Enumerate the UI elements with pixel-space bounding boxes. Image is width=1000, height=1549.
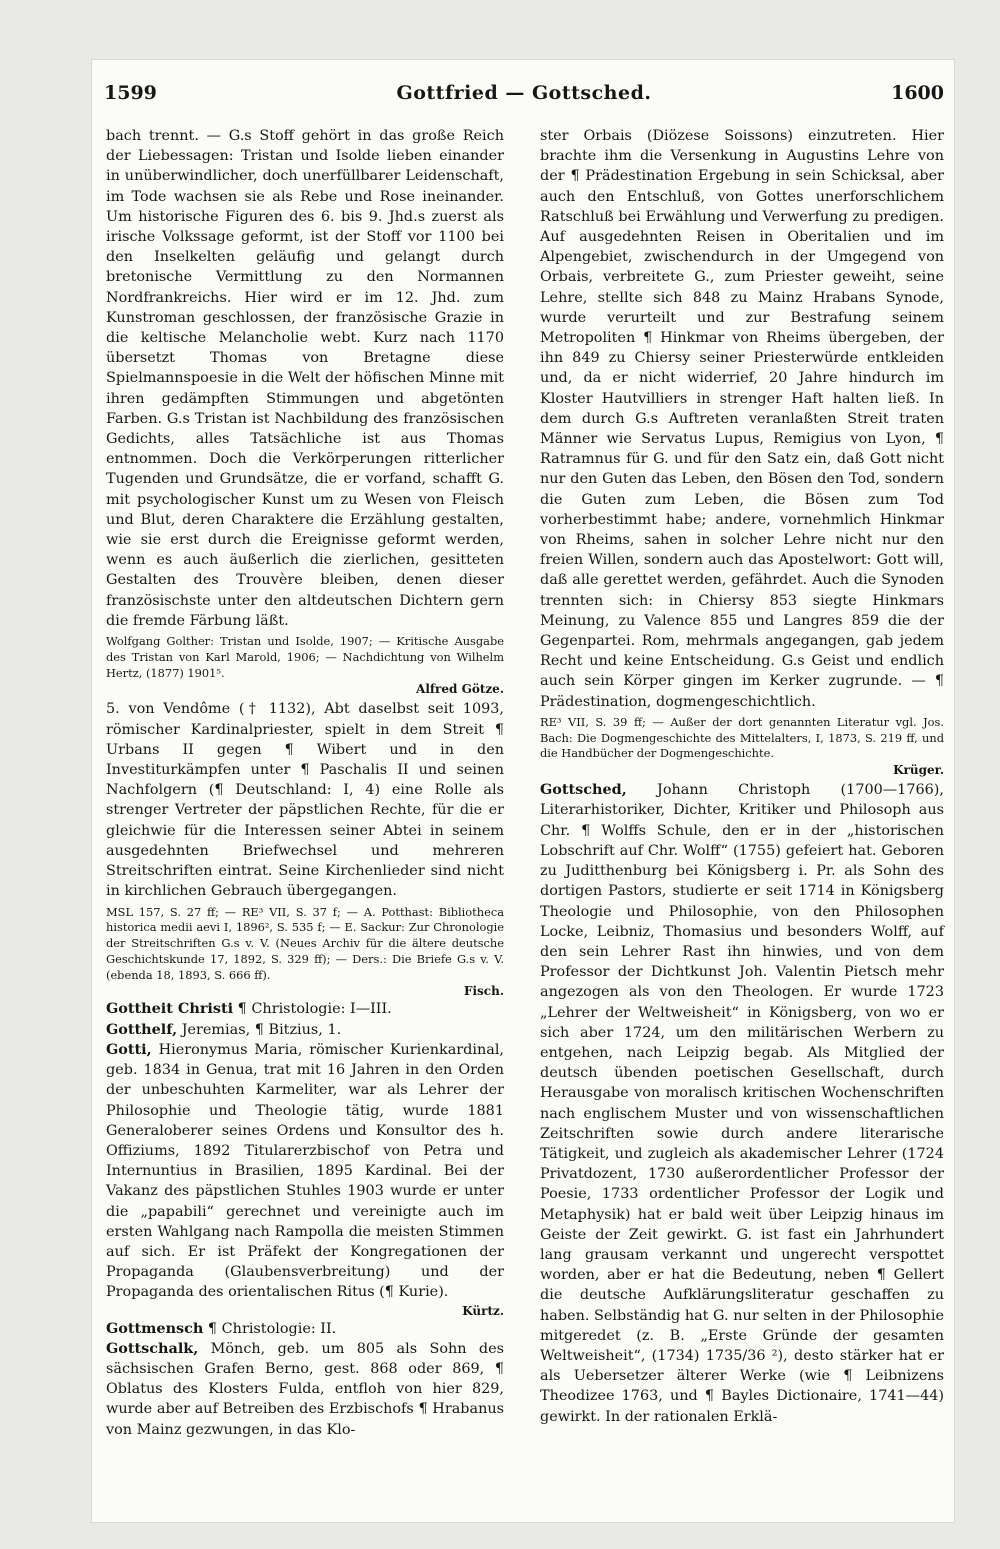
page-number-left: 1599 — [104, 82, 157, 104]
author-signature: Fisch. — [463, 984, 504, 999]
right-column — [540, 126, 944, 1427]
lemma: Gottmensch — [106, 1319, 204, 1337]
page-number-right: 1600 — [891, 82, 944, 104]
bibliography-vendome: MSL 157, S. 27 ff; — RE³ VII, S. 37 f; — A. Potthast: Bibliotheca historica medii aevi I, 1896², S. 535 f; — E. Sackur: Zur Chronologie der Streitschriften G.s v. V. (Neues Archiv für die ältere deutsche Geschichtskunde 17, 1892, S. 329 ff); — Ders.: Die Briefe G.s v. V. (ebenda 18, 1893, S. 666 ff). — [106, 904, 504, 982]
entry-gotti — [106, 1040, 504, 1303]
lemma: Gottsched, — [540, 781, 627, 799]
paragraph-vendome: 5. von Vendôme († 1132), Abt daselbst seit 1093, römischer Kardinalpriester, spielt in dem Streit ¶ Urbans II gegen ¶ Wibert und in den Investiturkämpfen unter ¶ Paschalis II und seinen Nachfolgern (¶ Deutschland: I, 4) eine Rolle als strenger Vertreter der päpstlichen Rechte, für die er gleichwie für die Interessen seiner Abtei in seinem ausgedehnten Briefwechsel und mehreren Streitschriften eintrat. Seine Kirchenlieder sind nicht in kirchlichen Gebrauch übergegangen. — [106, 701, 504, 900]
author-signature: Krüger. — [893, 763, 944, 778]
entry-gottschalk — [106, 1339, 504, 1440]
entry-text: Hieronymus Maria, römischer Kurienkardinal, geb. 1834 in Genua, trat mit 16 Jahren in den Orden der unbeschuhten Karmeliter, war als Lehrer der Philosophie und Theologie tätig, wurde 1881 Generaloberer seines Ordens und Konsultor des h. Offiziums, 1892 Titularerzbischof von Petra und Internuntius in Brasilien, 1895 Kardinal. Bei der Vakanz des päpstlichen Stuhles 1903 wurde er unter die „papabili“ gerechnet und vereinigte auch im ersten Wahlgang nach Rampolla die meisten Stimmen auf sich. Er ist Präfekt der Kongregationen der Propaganda (Glaubensverbreitung) und der Propaganda des orientalischen Ritus (¶ Kurie). — [106, 1041, 504, 1301]
entry-gottheit — [106, 999, 504, 1019]
lemma: Gottheit Christi — [106, 1000, 234, 1018]
bibliography-gottschalk: RE³ VII, S. 39 ff; — Außer der dort genannten Literatur vgl. Jos. Bach: Die Dogmengeschichte des Mittelalters, I, 1873, S. 219 ff, und die Handbücher der Dogmengeschichte. — [540, 714, 944, 761]
author-signature: Alfred Götze. — [416, 682, 504, 697]
bibliography-tristan: Wolfgang Golther: Tristan und Isolde, 1907; — Kritische Ausgabe des Tristan von Karl Marold, 1906; — Nachdichtung von Wilhelm Hertz, (1877) 1901⁵. — [106, 634, 504, 680]
entry-gottmensch — [106, 1319, 504, 1339]
paragraph-tristan: bach trennt. — G.s Stoff gehört in das große Reich der Liebessagen: Tristan und Isolde lieben einander in unüberwindlicher, doch unerfüllbarer Leidenschaft, im Tode wachsen sie als Rebe und Rose ineinander. Um historische Figuren des 6. bis 9. Jhd.s zuerst als irische Volkssage geformt, ist der Stoff vor 1100 bei den Inselkelten geläufig und gelangt durch bretonische Vermittlung zu den Normannen Nordfrankreichs. Hier wird er im 12. Jhd. zum Kunstroman geschlossen, der französische Grazie in die keltische Melancholie webt. Kurz nach 1170 übersetzt Thomas von Bretagne diese Spielmannspoesie in die Welt der höfischen Minne mit ihren gedämpften Stimmungen und abgetönten Farben. G.s Tristan ist Nachbildung des französischen Gedichts, alles Tatsächliche ist aus Thomas entnommen. Doch die Verkörperungen ritterlicher Tugenden und Grundsätze, die er vorfand, schafft G. mit psychologischer Kunst um zu Wesen von Fleisch und Blut, deren Charaktere die Erzählung gestalten, wie sie erst durch die Ereignisse geformt werden, wenn es auch äußerlich die zierlichen, gesitteten Gestalten des Trouvère bleiben, denen dieser französischste unter den altdeutschen Dichtern gern die fremde Färbung läßt. — [106, 128, 504, 629]
dictionary-page — [92, 60, 954, 1522]
lemma: Gotthelf, — [106, 1020, 178, 1038]
author-signature: Kürtz. — [462, 1303, 504, 1318]
paragraph-gottschalk-cont: ster Orbais (Diözese Soissons) einzutreten. Hier brachte ihm die Versenkung in Augustins Lehre von der ¶ Prädestination Ergebung in sein Schicksal, aber auch den Entschluß, von Gottes unerforschlichem Ratschluß bei Erwählung und Verwerfung zu predigen. Auf ausgedehnten Reisen in Oberitalien und im Alpengebiet, zwischendurch in der Umgegend von Orbais, verbreitete G., zum Priester geweiht, seine Lehre, stellte sich 848 zu Mainz Hrabans Synode, wurde verurteilt und zur Bestrafung seinem Metropoliten ¶ Hinkmar von Rheims übergeben, der ihn 849 zu Chiersy seiner Priesterwürde entkleiden und, da er nicht widerrief, 20 Jahre hindurch im Kloster Hautvilliers in strenger Haft halten ließ. In dem durch G.s Auftreten veranlaßten Streit traten Männer wie Servatus Lupus, Remigius von Lyon, ¶ Ratramnus für G. und für den Satz ein, daß Gott nicht nur den Guten das Leben, den Bösen den Tod, sondern die Guten zum Leben, die Bösen zum Tod vorherbestimmt habe; andere, vornehmlich Hinkmar von Rheims, sahen in solcher Lehre nicht nur den freien Willen, sondern auch das Apostelwort: Gott will, daß alle gerettet werden, gefährdet. Auch die Synoden trennten sich: in Chiersy 853 siegte Hinkmars Meinung, zu Valence 855 und Langres 859 die der Gegenpartei. Rom, mehrmals angegangen, gab jedem Recht und keine Entscheidung. G.s Geist und endlich auch sein Körper gingen im Kerker zugrunde. — ¶ Prädestination, dogmengeschichtlich. — [540, 128, 944, 710]
page-header — [104, 82, 944, 112]
lemma: Gottschalk, — [106, 1339, 199, 1357]
entry-text: ¶ Christologie: II. — [203, 1320, 337, 1337]
entry-text: Mönch, geb. um 805 als Sohn des sächsischen Grafen Berno, gest. 868 oder 869, ¶ Oblatus des Klosters Fulda, entfloh von hier 829, wurde aber auf Betreiben des Erzbischofs ¶ Hrabanus von Mainz gezwungen, in das Klo- — [106, 1340, 504, 1438]
entry-text: ¶ Christologie: I—III. — [233, 1001, 392, 1018]
left-column — [106, 126, 504, 1440]
entry-gottsched — [540, 780, 944, 1427]
entry-text: Jeremias, ¶ Bitzius, 1. — [177, 1021, 342, 1038]
lemma: Gotti, — [106, 1040, 152, 1058]
entry-text: Johann Christoph (1700—1766), Literarhistoriker, Dichter, Kritiker und Philosoph aus Chr. ¶ Wolffs Schule, den er in der „historischen Lobschrift auf Chr. Wolff“ (1755) gefeiert hat. Geboren zu Juditthenburg bei Königsberg i. Pr. als Sohn des dortigen Pastors, studierte er seit 1714 in Königsberg Theologie und Philosophie, von den Philosophen Locke, Leibniz, Thomasius und besonders Wolff, auf den sein Lehrer Rast ihn hinwies, und von dem Professor der Dichtkunst Joh. Valentin Pietsch mehr angezogen als von den Theologen. Er wurde 1723 „Lehrer der Weltweisheit“ in Königsberg, von wo er sich aber 1724, um den militärischen Werbern zu entgehen, nach Leipzig begab. Als Mitglied der deutsch übenden poetischen Gesellschaft, durch Herausgabe von moralisch kritischen Wochenschriften nach englischem Muster und von wissenschaftlichen Zeitschriften sowie durch andere literarische Tätigkeit, und zugleich als akademischer Lehrer (1724 Privatdozent, 1730 außerordentlicher Professor der Poesie, 1733 ordentlicher Professor der Logik und Metaphysik) hat er bald weit über Leipzig hinaus im Geiste der Zeit gewirkt. G. ist fast ein Jahrhundert lang grausam verkannt und ungerecht verspottet worden, aber er hat die Bedeutung, neben ¶ Gellert die deutsche Aufklärungsliteratur geschaffen zu haben. Selbständig hat G. nur selten in der Philosophie mitgeredet (z. B. „Erste Gründe der gesamten Weltweisheit“, (1734) 1735/36 ²), desto stärker hat er als Uebersetzer älterer Werke (wie ¶ Leibnizens Theodizee 1763, und ¶ Bayles Dictionaire, 1741—44) gewirkt. In der rationalen Erklä- — [540, 782, 944, 1425]
entry-gotthelf — [106, 1020, 504, 1040]
running-title: Gottfried — Gottsched. — [396, 82, 652, 104]
